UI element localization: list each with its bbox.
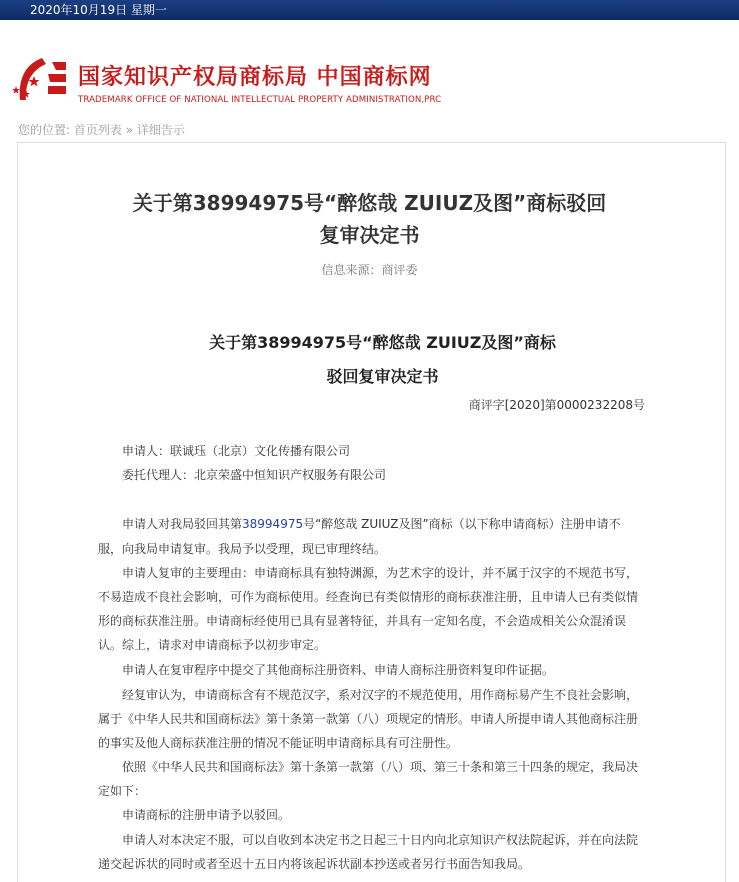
breadcrumb: [18, 121, 185, 138]
p1-text-a: 申请人对我局驳回其第: [122, 517, 243, 531]
p4-line2: 属于《中华人民共和国商标法》第十条第一款第（八）项规定的情形。申请人所提申请人其他商标注册: [98, 712, 639, 726]
p6-line1: 申请商标的注册申请予以驳回。: [122, 808, 291, 822]
doc-number: 商评字[2020]第0000232208号: [468, 398, 645, 412]
p4-line1: 经复审认为，申请商标含有不规范汉字，系对汉字的不规范使用，用作商标易产生不良社会影响，: [122, 688, 639, 702]
p2-line4: 认。综上，请求对申请商标予以初步审定。: [98, 638, 327, 652]
p2-line3: 形的商标获准注册。申请商标经使用已具有显著特征，并具有一定知名度，不会造成相关公众混淆误: [98, 614, 627, 628]
p1-line2: 服，向我局申请复审。我局予以受理，现已审理终结。: [98, 542, 387, 556]
p5-line1: 依照《中华人民共和国商标法》第十条第一款第（八）项、第三十条和第三十四条的规定，我局决: [122, 760, 639, 774]
p4-line3: 的事实及他人商标获准注册的情况不能证明申请商标具有可注册性。: [98, 736, 459, 750]
trademark-number-link[interactable]: 38994975: [242, 517, 304, 531]
p7-line2: 递交起诉状的同时或者至迟十五日内将该起诉状副本抄送或者另行书面告知我局。: [98, 857, 531, 871]
breadcrumb-home-link[interactable]: 首页列表: [73, 123, 122, 137]
p5-line2: 定如下：: [98, 784, 147, 798]
date-bar: [0, 0, 739, 20]
doc-title-line2: 驳回复审决定书: [326, 367, 439, 386]
trademark-office-logo-icon[interactable]: [12, 56, 74, 104]
breadcrumb-current: 详细告示: [136, 123, 185, 137]
p1-text-b: 号“醉悠哉 ZUIUZ及图”商标（以下称申请商标）注册申请不: [303, 517, 621, 531]
article-title-line1: 关于第38994975号“醉悠哉 ZUIUZ及图”商标驳回: [132, 191, 607, 215]
paragraph-1: [122, 515, 621, 532]
breadcrumb-separator: »: [125, 123, 134, 137]
breadcrumb-prefix: 您的位置:: [18, 123, 71, 137]
site-brand: [78, 60, 441, 105]
article-source: 信息来源：商评委: [321, 263, 418, 277]
p2-line1: 申请人复审的主要理由：申请商标具有独特渊源，为艺术字的设计，并不属于汉字的不规范书写，: [122, 566, 639, 580]
article-title-line2: 复审决定书: [319, 223, 420, 247]
p3-line1: 申请人在复审程序中提交了其他商标注册资料、申请人商标注册资料复印件证据。: [122, 663, 555, 677]
site-name-en: TRADEMARK OFFICE OF NATIONAL INTELLECTUAL PROPERTY ADMINISTRATION,PRC: [78, 95, 442, 105]
current-date: 2020年10月19日 星期一: [30, 3, 167, 17]
doc-title-line1: 关于第38994975号“醉悠哉 ZUIUZ及图”商标: [209, 333, 556, 352]
p2-line2: 不易造成不良社会影响，可作为商标使用。经查询已有类似情形的商标获准注册，且申请人已有类似情: [98, 590, 639, 604]
site-header: [0, 20, 739, 116]
applicant: 申请人：联诚珏（北京）文化传播有限公司: [122, 444, 351, 458]
agent: 委托代理人：北京荣盛中恒知识产权服务有限公司: [122, 468, 387, 482]
site-name-cn: 国家知识产权局商标局 中国商标网: [78, 64, 432, 90]
p7-line1: 申请人对本决定不服，可以自收到本决定书之日起三十日内向北京知识产权法院起诉，并在向法院: [122, 833, 639, 847]
